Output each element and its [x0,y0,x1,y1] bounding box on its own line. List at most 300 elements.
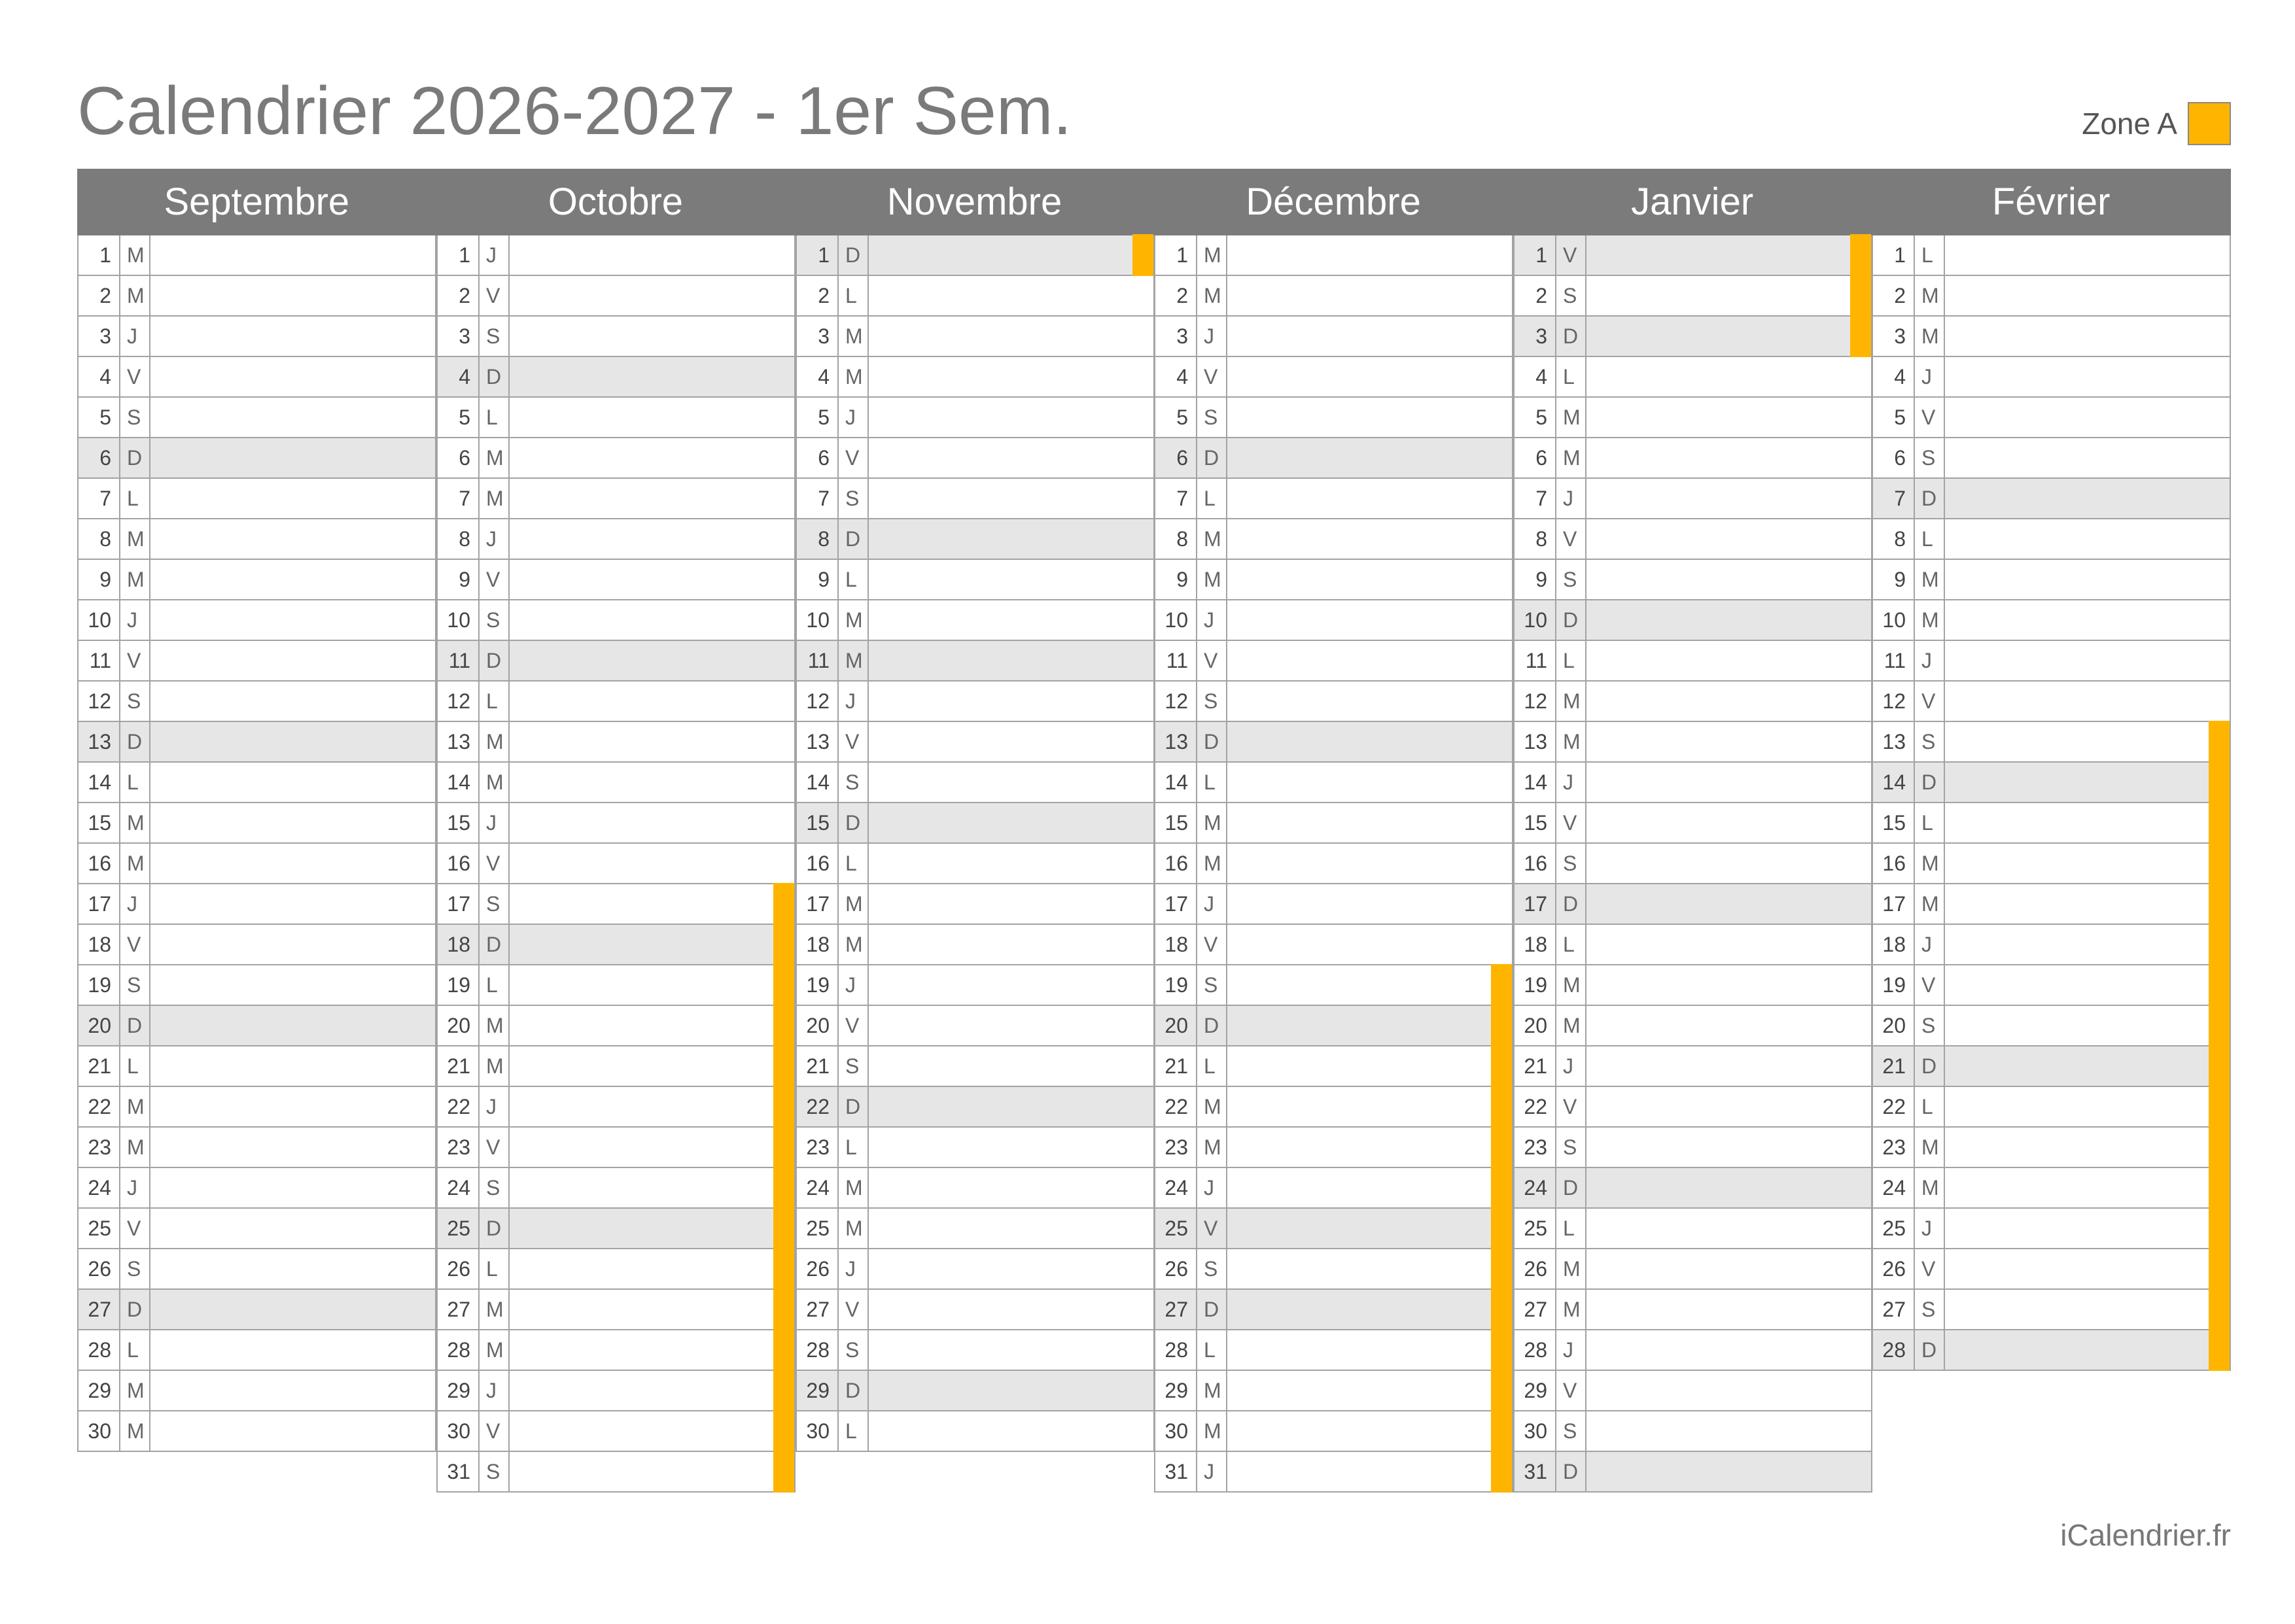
day-note-cell [510,276,794,315]
day-note-cell [869,1006,1153,1045]
weekday-letter: L [1556,1209,1586,1248]
weekday-letter: V [480,276,510,315]
weekday-letter: J [1915,641,1945,680]
day-note-cell [1227,276,1512,315]
weekday-letter: S [1197,1249,1227,1288]
weekday-letter: M [1556,722,1586,761]
day-row [436,884,796,925]
weekday-letter: M [1915,276,1945,315]
day-number: 27 [797,1290,839,1329]
day-note-cell [1586,438,1871,477]
weekday-letter: V [480,844,510,883]
weekday-letter: M [480,1330,510,1370]
day-number: 6 [1155,438,1197,477]
weekday-letter: D [120,722,150,761]
day-number: 13 [79,722,120,761]
day-row [77,1168,436,1209]
weekday-letter: D [1556,600,1586,640]
day-number: 8 [1873,519,1915,559]
day-row [1513,844,1872,884]
day-row [436,1209,796,1249]
weekday-letter: J [120,600,150,640]
day-number: 15 [797,803,839,842]
day-row [796,803,1155,844]
day-note-cell [869,1411,1153,1451]
day-row [436,965,796,1006]
weekday-letter: V [1197,925,1227,964]
day-number: 8 [1155,519,1197,559]
day-row [1154,1330,1513,1371]
day-row [77,1046,436,1087]
day-number: 18 [1515,925,1556,964]
day-number: 13 [1515,722,1556,761]
day-number: 26 [1873,1249,1915,1288]
weekday-letter: D [120,1006,150,1045]
day-row [436,641,796,682]
weekday-letter: S [1915,1006,1945,1045]
holiday-marker [1491,1288,1512,1330]
day-note-cell [150,600,435,640]
day-row [1154,600,1513,641]
day-note-cell [1586,1452,1871,1491]
day-row [796,398,1155,438]
day-row [77,641,436,682]
holiday-marker [773,883,794,925]
weekday-letter: J [1197,884,1227,924]
weekday-letter: S [120,1249,150,1288]
day-number: 28 [1515,1330,1556,1370]
day-row [1872,763,2231,803]
day-row [436,357,796,398]
day-note-cell [1227,398,1512,437]
day-number: 1 [797,235,839,275]
day-row [1154,438,1513,479]
day-row [436,479,796,519]
day-row [77,682,436,722]
day-number: 15 [1515,803,1556,842]
day-number: 24 [797,1168,839,1207]
weekday-letter: V [120,357,150,396]
day-row [77,1371,436,1411]
day-number: 11 [1155,641,1197,680]
day-note-cell [150,357,435,396]
day-row [796,1411,1155,1452]
day-note-cell [869,1168,1153,1207]
day-row [796,1209,1155,1249]
day-note-cell [1586,276,1871,315]
day-note-cell [510,1330,794,1370]
day-row [1513,884,1872,925]
day-row [1513,398,1872,438]
day-number: 4 [1155,357,1197,396]
day-note-cell [150,682,435,721]
day-number: 19 [1873,965,1915,1005]
weekday-letter: D [1197,1290,1227,1329]
day-row [77,965,436,1006]
weekday-letter: M [1197,844,1227,883]
weekday-letter: M [1915,560,1945,599]
day-number: 14 [438,763,480,802]
day-note-cell [1227,357,1512,396]
day-number: 10 [1873,600,1915,640]
weekday-letter: D [1915,1046,1945,1086]
weekday-letter: M [1197,1128,1227,1167]
day-row [796,965,1155,1006]
day-row [796,641,1155,682]
day-number: 11 [1515,641,1556,680]
day-note-cell [1586,560,1871,599]
day-number: 2 [438,276,480,315]
day-row [1513,1452,1872,1493]
holiday-marker [2209,1126,2230,1168]
day-number: 19 [438,965,480,1005]
day-note-cell [1227,438,1512,477]
day-row [77,235,436,276]
weekday-letter: M [839,925,869,964]
day-note-cell [1586,763,1871,802]
weekday-letter: J [1197,1168,1227,1207]
weekday-letter: V [1556,235,1586,275]
weekday-letter: J [480,1371,510,1410]
weekday-letter: M [1556,965,1586,1005]
day-note-cell [1227,235,1512,275]
day-number: 16 [1873,844,1915,883]
day-note-cell [150,925,435,964]
day-row [436,1087,796,1128]
day-number: 5 [1873,398,1915,437]
day-number: 18 [438,925,480,964]
day-row [77,398,436,438]
day-row [77,519,436,560]
day-note-cell [510,1046,794,1086]
day-row [436,519,796,560]
weekday-letter: J [839,965,869,1005]
day-row [1513,641,1872,682]
day-note-cell [1945,317,2230,356]
day-note-cell [869,479,1153,518]
day-note-cell [1586,1128,1871,1167]
day-number: 6 [797,438,839,477]
day-number: 31 [1155,1452,1197,1491]
day-number: 8 [438,519,480,559]
weekday-letter: M [120,1128,150,1167]
day-row [436,1330,796,1371]
day-note-cell [1945,1168,2230,1207]
day-note-cell [869,965,1153,1005]
day-row [1513,519,1872,560]
day-note-cell [150,1330,435,1370]
day-row [436,276,796,317]
weekday-letter: L [1197,1046,1227,1086]
day-row [1154,1452,1513,1493]
day-number: 3 [438,317,480,356]
holiday-marker [773,924,794,965]
day-note-cell [1586,884,1871,924]
weekday-letter: M [480,722,510,761]
day-note-cell [869,1290,1153,1329]
day-number: 29 [438,1371,480,1410]
day-note-cell [1227,1290,1512,1329]
day-number: 28 [79,1330,120,1370]
day-row [436,1168,796,1209]
day-number: 11 [438,641,480,680]
day-note-cell [150,519,435,559]
day-note-cell [510,1371,794,1410]
day-note-cell [510,763,794,802]
weekday-letter: V [1915,398,1945,437]
weekday-letter: S [839,1046,869,1086]
weekday-letter: L [480,398,510,437]
day-number: 14 [797,763,839,802]
weekday-letter: D [1556,1452,1586,1491]
day-note-cell [1945,682,2230,721]
weekday-letter: D [1197,722,1227,761]
day-row [1154,1128,1513,1168]
day-note-cell [510,1452,794,1491]
day-note-cell [1586,1371,1871,1410]
weekday-letter: V [1556,1087,1586,1126]
day-number: 20 [1873,1006,1915,1045]
month-column-4 [1513,235,1872,1493]
day-note-cell [869,398,1153,437]
day-note-cell [150,1209,435,1248]
day-number: 15 [1155,803,1197,842]
holiday-marker [1491,1410,1512,1452]
day-row [436,1290,796,1330]
day-row [436,763,796,803]
day-note-cell [1227,763,1512,802]
month-header-1: Octobre [548,181,684,223]
weekday-letter: M [1915,1128,1945,1167]
day-note-cell [150,844,435,883]
day-note-cell [510,560,794,599]
day-number: 29 [1515,1371,1556,1410]
day-note-cell [150,965,435,1005]
holiday-marker [1491,964,1512,1006]
day-row [436,235,796,276]
weekday-letter: L [1915,519,1945,559]
day-number: 4 [1873,357,1915,396]
weekday-letter: S [1556,1128,1586,1167]
month-column-3 [1154,235,1513,1493]
day-row [1872,1330,2231,1371]
day-row [436,560,796,600]
day-row [77,1290,436,1330]
weekday-letter: V [480,1128,510,1167]
day-note-cell [1586,398,1871,437]
holiday-marker [1491,1248,1512,1290]
day-note-cell [150,560,435,599]
day-note-cell [510,803,794,842]
day-number: 27 [1155,1290,1197,1329]
day-row [1872,317,2231,357]
day-note-cell [510,1168,794,1207]
day-number: 4 [1515,357,1556,396]
day-note-cell [1945,560,2230,599]
day-number: 23 [797,1128,839,1167]
weekday-letter: S [1556,276,1586,315]
day-note-cell [150,1290,435,1329]
holiday-marker [773,1329,794,1371]
day-note-cell [510,398,794,437]
holiday-marker [1491,1207,1512,1249]
day-number: 28 [1873,1330,1915,1370]
day-row [1872,1209,2231,1249]
weekday-letter: J [480,519,510,559]
day-note-cell [1227,1087,1512,1126]
weekday-letter: M [120,519,150,559]
weekday-letter: M [480,763,510,802]
day-number: 4 [438,357,480,396]
day-note-cell [1945,1290,2230,1329]
day-note-cell [1227,1046,1512,1086]
holiday-marker [2209,721,2230,763]
weekday-letter: S [839,479,869,518]
day-row [1513,276,1872,317]
weekday-letter: D [120,438,150,477]
day-note-cell [1227,884,1512,924]
day-row [1513,1290,1872,1330]
day-note-cell [1227,1209,1512,1248]
day-row [77,1128,436,1168]
day-number: 7 [1873,479,1915,518]
day-note-cell [1945,884,2230,924]
day-note-cell [150,641,435,680]
day-row [1872,560,2231,600]
day-number: 4 [797,357,839,396]
weekday-letter: M [120,276,150,315]
day-note-cell [869,803,1153,842]
weekday-letter: J [120,884,150,924]
day-row [1154,763,1513,803]
day-number: 3 [1515,317,1556,356]
day-number: 21 [1873,1046,1915,1086]
day-number: 10 [797,600,839,640]
day-note-cell [1227,600,1512,640]
day-number: 18 [1873,925,1915,964]
weekday-letter: D [480,357,510,396]
weekday-letter: L [839,560,869,599]
day-note-cell [1945,1249,2230,1288]
weekday-letter: V [1556,1371,1586,1410]
day-row [1154,925,1513,965]
weekday-letter: J [1915,357,1945,396]
day-row [796,1330,1155,1371]
day-number: 20 [1515,1006,1556,1045]
day-number: 5 [1155,398,1197,437]
day-number: 31 [1515,1452,1556,1491]
day-row [796,317,1155,357]
day-row [1154,803,1513,844]
day-row [796,1046,1155,1087]
day-note-cell [150,1411,435,1451]
day-note-cell [1586,479,1871,518]
weekday-letter: M [1915,1168,1945,1207]
holiday-marker [1132,234,1153,276]
weekday-letter: D [1915,1330,1945,1370]
day-row [796,276,1155,317]
day-number: 21 [438,1046,480,1086]
day-row [436,1371,796,1411]
day-number: 9 [1873,560,1915,599]
day-row [796,844,1155,884]
day-note-cell [510,479,794,518]
weekday-letter: L [1556,925,1586,964]
day-note-cell [1945,925,2230,964]
day-note-cell [1227,1128,1512,1167]
day-note-cell [1945,641,2230,680]
day-number: 26 [1515,1249,1556,1288]
day-number: 16 [438,844,480,883]
day-note-cell [1586,925,1871,964]
day-row [1154,560,1513,600]
day-number: 14 [1155,763,1197,802]
day-note-cell [1586,600,1871,640]
holiday-marker [1491,1167,1512,1209]
day-row [1872,844,2231,884]
day-note-cell [150,438,435,477]
day-number: 23 [1873,1128,1915,1167]
day-number: 1 [79,235,120,275]
day-row [1872,1006,2231,1046]
weekday-letter: J [839,398,869,437]
weekday-letter: M [1556,1249,1586,1288]
holiday-marker [773,964,794,1006]
weekday-letter: L [1556,641,1586,680]
day-row [1513,965,1872,1006]
day-row [436,1249,796,1290]
day-note-cell [510,438,794,477]
day-note-cell [869,1046,1153,1086]
weekday-letter: M [480,1046,510,1086]
weekday-letter: M [1197,1371,1227,1410]
day-number: 9 [797,560,839,599]
month-header-2: Novembre [886,181,1062,223]
day-row [1154,519,1513,560]
weekday-letter: D [839,519,869,559]
day-note-cell [1586,357,1871,396]
day-note-cell [150,1249,435,1288]
holiday-marker [1850,234,1871,276]
day-number: 3 [79,317,120,356]
weekday-letter: D [120,1290,150,1329]
weekday-letter: M [1915,844,1945,883]
weekday-letter: S [120,398,150,437]
weekday-letter: D [1556,317,1586,356]
day-note-cell [150,803,435,842]
day-note-cell [869,641,1153,680]
holiday-marker [2209,1207,2230,1249]
day-number: 20 [1155,1006,1197,1045]
weekday-letter: M [1556,438,1586,477]
day-row [436,1128,796,1168]
day-note-cell [1586,1411,1871,1451]
day-number: 9 [79,560,120,599]
day-number: 19 [1515,965,1556,1005]
weekday-letter: D [1915,479,1945,518]
day-number: 20 [438,1006,480,1045]
holiday-marker [2209,1045,2230,1087]
holiday-marker [1491,1005,1512,1046]
day-note-cell [150,479,435,518]
day-number: 6 [79,438,120,477]
day-note-cell [1586,1168,1871,1207]
day-note-cell [1586,519,1871,559]
day-number: 1 [1515,235,1556,275]
day-row [796,1006,1155,1046]
day-number: 5 [79,398,120,437]
day-number: 2 [1873,276,1915,315]
